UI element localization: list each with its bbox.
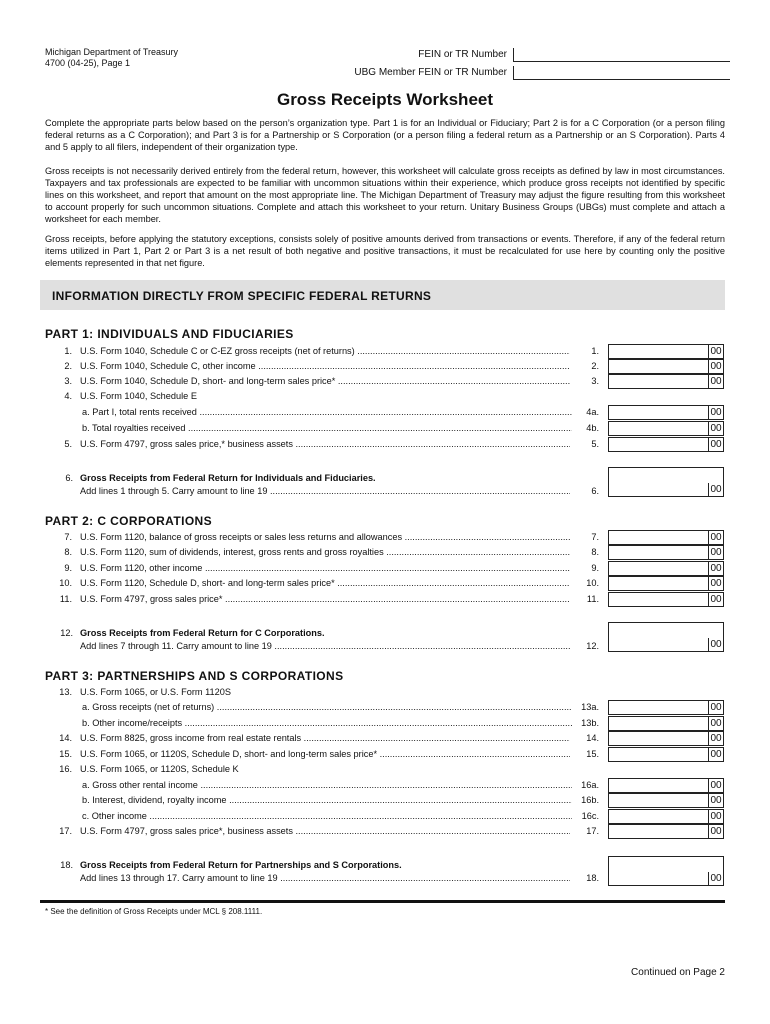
line-ref: 16a. bbox=[581, 780, 599, 790]
line-ref: 17. bbox=[586, 826, 599, 836]
line-label: b. Interest, dividend, royalty income ..... bbox=[82, 793, 572, 808]
line-label: U.S. Form 8825, gross income from real estate rentals ..... bbox=[80, 731, 570, 746]
line-label: a. Gross other rental income ..... bbox=[82, 778, 572, 793]
cents-cell: 00 bbox=[708, 794, 723, 807]
form-line-13a bbox=[45, 700, 600, 715]
cents-cell: 00 bbox=[708, 422, 723, 435]
cents-cell: 00 bbox=[708, 732, 723, 745]
line-label: U.S. Form 1040, Schedule C or C-EZ gross receipts (net of returns) ..... bbox=[80, 344, 570, 359]
amount-field-16a[interactable] bbox=[608, 778, 724, 793]
form-line-11 bbox=[45, 592, 600, 607]
line-label: U.S. Form 4797, gross sales price* ..... bbox=[80, 592, 570, 607]
line-ref: 9. bbox=[591, 563, 599, 573]
line-ref: 7. bbox=[591, 532, 599, 542]
line-ref: 12. bbox=[586, 641, 599, 651]
form-line-16b bbox=[45, 793, 600, 808]
amount-field-13a[interactable] bbox=[608, 700, 724, 715]
form-line-10 bbox=[45, 576, 600, 591]
form-line-4 bbox=[45, 389, 600, 404]
line-ref: 1. bbox=[591, 346, 599, 356]
amount-field-13b[interactable] bbox=[608, 716, 724, 731]
line-label: U.S. Form 1065, or 1120S, Schedule K bbox=[80, 764, 239, 774]
line-label: U.S. Form 1065, or 1120S, Schedule D, short- and long-term sales price* ..... bbox=[80, 747, 570, 762]
total-heading: Gross Receipts from Federal Return for Individuals and Fiduciaries. bbox=[80, 473, 376, 483]
line-label: U.S. Form 1120, sum of dividends, interest, gross rents and gross royalties ..... bbox=[80, 545, 570, 560]
cents-cell: 00 bbox=[708, 701, 723, 714]
total-heading: Gross Receipts from Federal Return for C Corporations. bbox=[80, 628, 325, 638]
form-line-13b bbox=[45, 716, 600, 731]
form-line-1 bbox=[45, 344, 600, 359]
cents-cell: 00 bbox=[708, 810, 723, 823]
form-line-14 bbox=[45, 731, 600, 746]
amount-field-15[interactable] bbox=[608, 747, 724, 762]
continued-note: Continued on Page 2 bbox=[631, 967, 725, 978]
amount-field-12[interactable] bbox=[608, 622, 724, 652]
amount-field-5[interactable] bbox=[608, 437, 724, 452]
cents-cell: 00 bbox=[708, 406, 723, 419]
form-line-5 bbox=[45, 437, 600, 452]
line-ref: 6. bbox=[591, 486, 599, 496]
form-line-16a bbox=[45, 778, 600, 793]
amount-field-4b[interactable] bbox=[608, 421, 724, 436]
line-number: 5. bbox=[64, 439, 72, 449]
ubg-fein-label: UBG Member FEIN or TR Number bbox=[354, 67, 507, 78]
form-line-13 bbox=[45, 685, 600, 700]
part2-title: PART 2: C CORPORATIONS bbox=[45, 514, 213, 528]
amount-field-1[interactable] bbox=[608, 344, 724, 359]
total-line-number: 18. bbox=[60, 860, 73, 870]
amount-field-3[interactable] bbox=[608, 374, 724, 389]
amount-field-10[interactable] bbox=[608, 576, 724, 591]
part3-title: PART 3: PARTNERSHIPS AND S CORPORATIONS bbox=[45, 669, 344, 683]
line-ref: 18. bbox=[586, 873, 599, 883]
ubg-fein-field[interactable] bbox=[513, 66, 730, 80]
amount-field-9[interactable] bbox=[608, 561, 724, 576]
line-label: b. Total royalties received ..... bbox=[82, 421, 572, 436]
line-ref: 13a. bbox=[581, 702, 599, 712]
line-number: 16. bbox=[59, 764, 72, 774]
cents-cell: 00 bbox=[708, 375, 723, 388]
line-ref: 14. bbox=[586, 733, 599, 743]
cents-cell: 00 bbox=[708, 717, 723, 730]
line-ref: 2. bbox=[591, 361, 599, 371]
amount-field-2[interactable] bbox=[608, 359, 724, 374]
form-line-4b bbox=[45, 421, 600, 436]
form-line-17 bbox=[45, 824, 600, 839]
line-number: 1. bbox=[64, 346, 72, 356]
cents-cell: 00 bbox=[708, 638, 723, 651]
line-ref: 4a. bbox=[586, 407, 599, 417]
line-label: a. Part I, total rents received ..... bbox=[82, 405, 572, 420]
total-instruction: Add lines 7 through 11. Carry amount to line 19 ..... bbox=[80, 641, 570, 651]
cents-cell: 00 bbox=[708, 562, 723, 575]
form-line-3 bbox=[45, 374, 600, 389]
line-ref: 11. bbox=[586, 594, 599, 604]
line-number: 13. bbox=[59, 687, 72, 697]
line-number: 17. bbox=[59, 826, 72, 836]
line-label: U.S. Form 1120, Schedule D, short- and long-term sales price* ..... bbox=[80, 576, 570, 591]
line-label: b. Other income/receipts ..... bbox=[82, 716, 572, 731]
total-instruction: Add lines 13 through 17. Carry amount to line 19 ..... bbox=[80, 873, 570, 883]
amount-field-18[interactable] bbox=[608, 856, 724, 886]
line-label: U.S. Form 1120, balance of gross receipts or sales less returns and allowances ..... bbox=[80, 530, 570, 545]
line-ref: 10. bbox=[586, 578, 599, 588]
line-ref: 8. bbox=[591, 547, 599, 557]
cents-cell: 00 bbox=[708, 779, 723, 792]
form-line-7 bbox=[45, 530, 600, 545]
ubg-fein-row bbox=[354, 63, 730, 80]
amount-field-14[interactable] bbox=[608, 731, 724, 746]
line-number: 8. bbox=[64, 547, 72, 557]
form-line-16c bbox=[45, 809, 600, 824]
agency-name: Michigan Department of Treasury bbox=[45, 47, 179, 57]
cents-cell: 00 bbox=[708, 577, 723, 590]
cents-cell: 00 bbox=[708, 531, 723, 544]
line-number: 15. bbox=[59, 749, 72, 759]
form-line-2 bbox=[45, 359, 600, 374]
footnote: * See the definition of Gross Receipts under MCL § 208.1111. bbox=[45, 907, 263, 916]
cents-cell: 00 bbox=[708, 483, 723, 496]
line-ref: 4b. bbox=[586, 423, 599, 433]
agency-header bbox=[45, 47, 178, 69]
line-label: U.S. Form 4797, gross sales price*, business assets ..... bbox=[80, 824, 570, 839]
line-label: a. Gross receipts (net of returns) ..... bbox=[82, 700, 572, 715]
cents-cell: 00 bbox=[708, 546, 723, 559]
line-number: 7. bbox=[64, 532, 72, 542]
line-number: 11. bbox=[59, 594, 72, 604]
line-label: U.S. Form 1120, other income ..... bbox=[80, 561, 570, 576]
total-line-number: 12. bbox=[60, 628, 73, 638]
form-id: 4700 (04-25), Page 1 bbox=[45, 58, 131, 68]
cents-cell: 00 bbox=[708, 360, 723, 373]
amount-field-7[interactable] bbox=[608, 530, 724, 545]
amount-field-4a[interactable] bbox=[608, 405, 724, 420]
line-ref: 5. bbox=[591, 439, 599, 449]
amount-field-17[interactable] bbox=[608, 824, 724, 839]
fein-row bbox=[418, 45, 730, 62]
form-line-15 bbox=[45, 747, 600, 762]
section-banner bbox=[40, 280, 725, 310]
line-label: U.S. Form 1040, Schedule E bbox=[80, 391, 197, 401]
line-number: 14. bbox=[59, 733, 72, 743]
line-ref: 16b. bbox=[581, 795, 599, 805]
form-line-9 bbox=[45, 561, 600, 576]
intro-paragraph-1: Complete the appropriate parts below based on the person’s organization type. Part 1 is for an Individual or Fiduciary; Part 2 is for a C Corporation (or a person filing federal returns as a C Corporation); and Part 3 is for a Partnership or S Corporation (or a person filing a federal return as a Partnership or an S Corporation). Parts 4 and 5 apply to all filers, independent of their organization type. bbox=[45, 118, 725, 152]
cents-cell: 00 bbox=[708, 438, 723, 451]
line-label: U.S. Form 1040, Schedule C, other income ..... bbox=[80, 359, 570, 374]
line-ref: 16c. bbox=[581, 811, 599, 821]
total-heading: Gross Receipts from Federal Return for Partnerships and S Corporations. bbox=[80, 860, 402, 870]
line-number: 10. bbox=[59, 578, 72, 588]
fein-label: FEIN or TR Number bbox=[418, 49, 507, 60]
section-banner-label: INFORMATION DIRECTLY FROM SPECIFIC FEDERAL RETURNS bbox=[52, 289, 432, 303]
form-line-4a bbox=[45, 405, 600, 420]
line-ref: 3. bbox=[591, 376, 599, 386]
cents-cell: 00 bbox=[708, 872, 723, 885]
intro-paragraph-3: Gross receipts, before applying the statutory exceptions, consists solely of positive amounts derived from transactions or events. Therefore, if any of the federal return items utilized in Part 1, Part 2 or Part 3 is a net result of both negative and positive transactions, it must be recalculated for use here by counting only the positive elements represented in that net figure. bbox=[45, 234, 725, 268]
cents-cell: 00 bbox=[708, 593, 723, 606]
line-number: 4. bbox=[64, 391, 72, 401]
line-ref: 13b. bbox=[581, 718, 599, 728]
amount-field-8[interactable] bbox=[608, 545, 724, 560]
intro-paragraph-2: Gross receipts is not necessarily derived entirely from the federal return, however, this worksheet will calculate gross receipts as defined by law in most circumstances. Taxpayers and tax professionals are expected to be familiar with uncommon situations within their experience, which produce gross receipts not identified by specific lines on this worksheet, and report that amount on the most appropriate line. The Michigan Department of Treasury may adjust the figure resulting from this worksheet to account properly for such uncommon situations. Complete and attach this worksheet to your return. Unitary Business Groups (UBGs) must complete and attach a worksheet for each member. bbox=[45, 166, 725, 224]
fein-field[interactable] bbox=[513, 48, 730, 62]
line-label: c. Other income ..... bbox=[82, 809, 572, 824]
line-label: U.S. Form 4797, gross sales price,* business assets ..... bbox=[80, 437, 570, 452]
total-line-number: 6. bbox=[65, 473, 73, 483]
line-number: 9. bbox=[64, 563, 72, 573]
amount-field-16c[interactable] bbox=[608, 809, 724, 824]
part1-title: PART 1: INDIVIDUALS AND FIDUCIARIES bbox=[45, 327, 294, 341]
page-title: Gross Receipts Worksheet bbox=[276, 90, 494, 109]
total-instruction: Add lines 1 through 5. Carry amount to line 19 ..... bbox=[80, 486, 570, 496]
form-line-16 bbox=[45, 762, 600, 777]
line-label: U.S. Form 1040, Schedule D, short- and long-term sales price* ..... bbox=[80, 374, 570, 389]
amount-field-6[interactable] bbox=[608, 467, 724, 497]
cents-cell: 00 bbox=[708, 748, 723, 761]
line-ref: 15. bbox=[586, 749, 599, 759]
line-label: U.S. Form 1065, or U.S. Form 1120S bbox=[80, 687, 231, 697]
form-line-8 bbox=[45, 545, 600, 560]
amount-field-16b[interactable] bbox=[608, 793, 724, 808]
line-number: 3. bbox=[64, 376, 72, 386]
cents-cell: 00 bbox=[708, 345, 723, 358]
cents-cell: 00 bbox=[708, 825, 723, 838]
line-number: 2. bbox=[64, 361, 72, 371]
amount-field-11[interactable] bbox=[608, 592, 724, 607]
section-divider bbox=[40, 900, 725, 903]
